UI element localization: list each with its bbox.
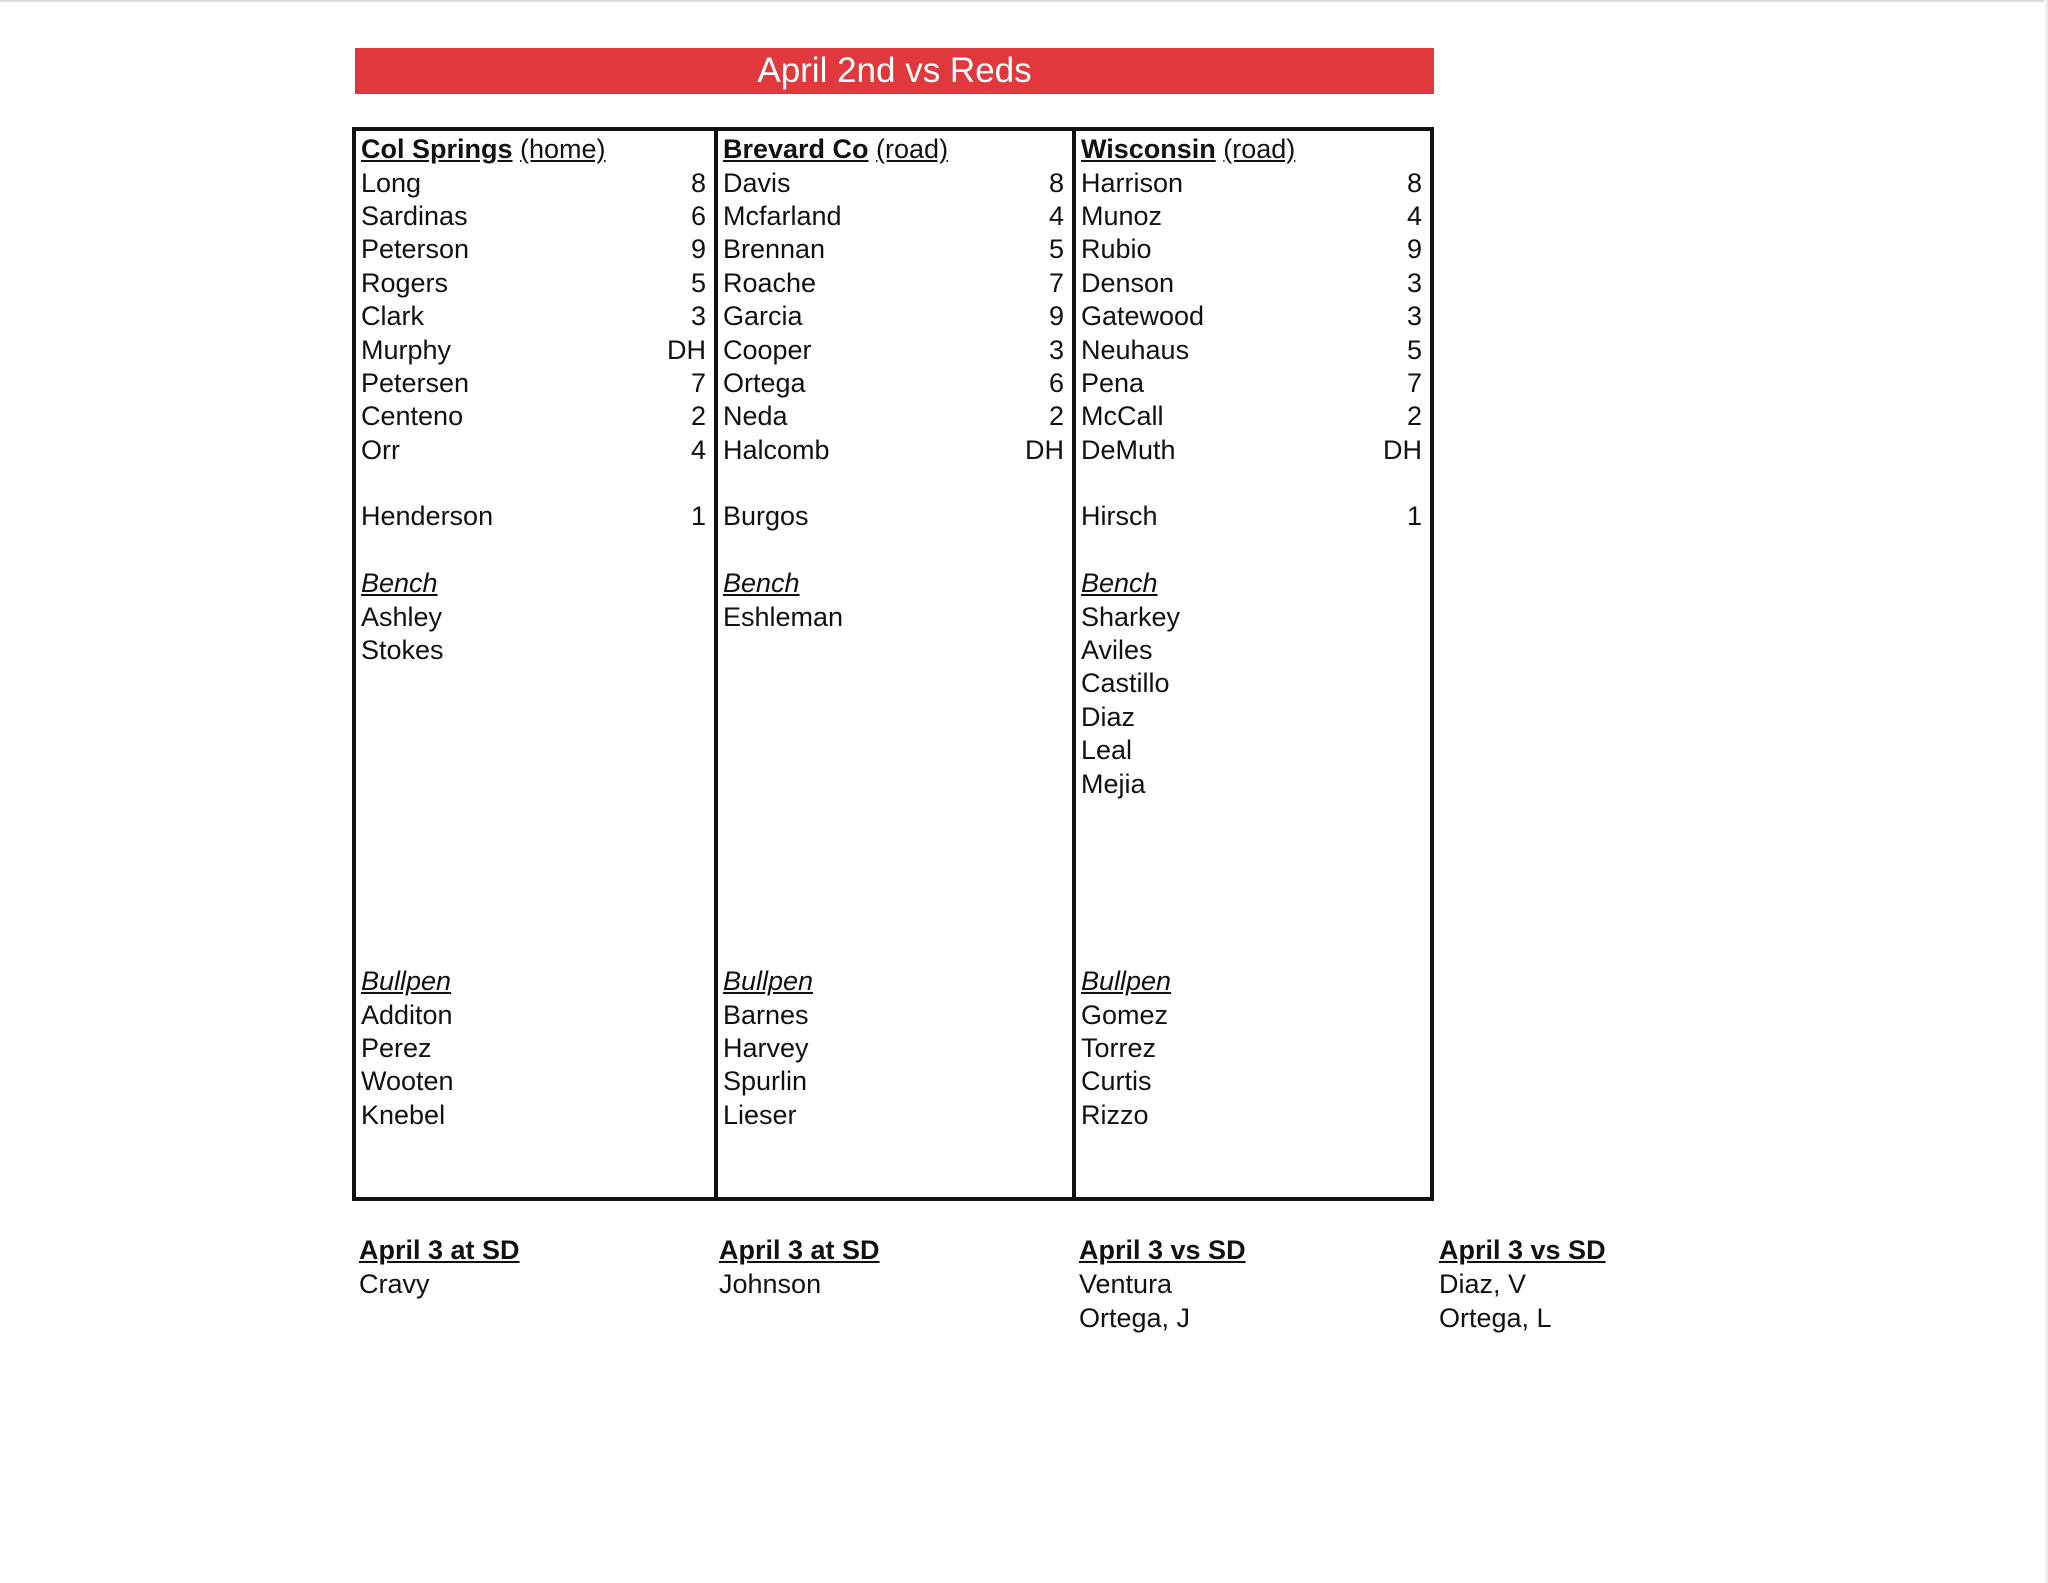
bench-player [1081, 634, 1422, 667]
lineup-row [361, 166, 706, 199]
team-column-brevard-co [714, 131, 1072, 1197]
starting-pitcher-row [361, 500, 706, 533]
player-position: DH [1024, 434, 1064, 465]
team-header [723, 133, 1064, 166]
player-position: 7 [690, 367, 706, 398]
player-name: Ortega [722, 367, 806, 398]
player-position: DH [1382, 434, 1422, 465]
bench-label: Bench [722, 568, 800, 599]
lineup-row [361, 233, 706, 266]
lineup-row [361, 400, 706, 433]
player-name: Harrison [1080, 167, 1184, 198]
player-name: DeMuth [1080, 434, 1176, 465]
player-name: Castillo [1080, 668, 1170, 699]
player-name: Aviles [1080, 635, 1153, 666]
player-name: Murphy [361, 334, 452, 365]
starting-pitcher-row [723, 500, 1064, 533]
player-name: Cooper [722, 334, 812, 365]
lineup-row [361, 434, 706, 467]
player-position: 5 [1048, 234, 1064, 265]
upcoming-game-title: April 3 vs SD [1439, 1234, 1606, 1265]
player-name: Eshleman [722, 601, 844, 632]
bullpen-label: Bullpen [722, 966, 814, 997]
player-name: Halcomb [722, 434, 830, 465]
player-name: Stokes [361, 635, 444, 666]
bench-player [1081, 667, 1422, 700]
bullpen-player [361, 1065, 706, 1098]
bench-label: Bench [1080, 568, 1158, 599]
bullpen-player [723, 1065, 1064, 1098]
player-name: Long [361, 167, 422, 198]
bench-player [1081, 701, 1422, 734]
lineup-row [1081, 333, 1422, 366]
player-name: Wooten [361, 1066, 454, 1097]
lineup-row [1081, 400, 1422, 433]
player-name: Munoz [1080, 200, 1163, 231]
bullpen-player [1081, 1099, 1422, 1132]
player-position: 3 [1406, 301, 1422, 332]
player-position: DH [666, 334, 706, 365]
player-name: Pena [1080, 367, 1145, 398]
player-position: 2 [1406, 401, 1422, 432]
bullpen-player [1081, 1065, 1422, 1098]
upcoming-game-title: April 3 vs SD [1079, 1234, 1246, 1265]
upcoming-pitcher: Johnson [719, 1268, 822, 1299]
player-position: 3 [690, 301, 706, 332]
scan-edge-right [2044, 0, 2048, 1583]
lineup-row [361, 267, 706, 300]
lineup-row [1081, 367, 1422, 400]
player-name: Garcia [722, 301, 803, 332]
bullpen-label: Bullpen [1080, 966, 1172, 997]
player-name: Centeno [361, 401, 464, 432]
upcoming-pitcher: Diaz, V [1439, 1268, 1527, 1299]
player-name: Lieser [722, 1099, 797, 1130]
player-position: 3 [1406, 267, 1422, 298]
player-position: 5 [690, 267, 706, 298]
bullpen-label: Bullpen [361, 966, 452, 997]
player-position: 7 [1406, 367, 1422, 398]
player-name: Davis [722, 167, 791, 198]
player-position: 4 [1406, 200, 1422, 231]
team-name: Wisconsin [1080, 134, 1216, 165]
lineup-row [723, 367, 1064, 400]
player-name: Hirsch [1080, 501, 1158, 532]
player-name: Neda [722, 401, 788, 432]
team-header [1081, 133, 1422, 166]
player-name: Harvey [722, 1032, 809, 1063]
lineup-row [1081, 233, 1422, 266]
player-position: 8 [690, 167, 706, 198]
lineup-grid [352, 127, 1434, 1201]
player-name: Perez [361, 1032, 432, 1063]
upcoming-pitcher: Ortega, L [1439, 1302, 1552, 1333]
lineup-row [1081, 267, 1422, 300]
player-position: 9 [690, 234, 706, 265]
lineup-row [1081, 200, 1422, 233]
player-position: 6 [690, 200, 706, 231]
bullpen-player [723, 1099, 1064, 1132]
bullpen-player [1081, 998, 1422, 1031]
player-position: 1 [1406, 501, 1422, 532]
player-name: Roache [722, 267, 817, 298]
lineup-row [723, 333, 1064, 366]
player-position: 1 [690, 501, 706, 532]
bullpen-player [361, 1032, 706, 1065]
player-name: Ashley [361, 601, 443, 632]
player-position: 8 [1048, 167, 1064, 198]
player-name: Gomez [1080, 999, 1169, 1030]
upcoming-game-3 [1079, 1233, 1246, 1335]
lineup-row [723, 400, 1064, 433]
bullpen-player [723, 998, 1064, 1031]
bullpen-player [1081, 1032, 1422, 1065]
lineup-row [1081, 166, 1422, 199]
bullpen-player [361, 1099, 706, 1132]
upcoming-pitcher: Ventura [1079, 1268, 1173, 1299]
player-position: 4 [690, 434, 706, 465]
player-name: McCall [1080, 401, 1164, 432]
player-name: Denson [1080, 267, 1175, 298]
player-name: Mejia [1080, 768, 1146, 799]
bench-player [723, 600, 1064, 633]
player-name: Orr [361, 434, 400, 465]
player-position: 3 [1048, 334, 1064, 365]
player-name: Peterson [361, 234, 470, 265]
bench-player [1081, 767, 1422, 800]
bench-player [1081, 600, 1422, 633]
upcoming-pitcher: Ortega, J [1079, 1302, 1191, 1333]
lineup-row [361, 200, 706, 233]
bench-player [361, 600, 706, 633]
player-position: 2 [690, 401, 706, 432]
player-name: Curtis [1080, 1066, 1152, 1097]
starting-pitcher-row [1081, 500, 1422, 533]
player-name: Brennan [722, 234, 826, 265]
upcoming-game-2 [719, 1233, 880, 1301]
lineup-row [723, 166, 1064, 199]
player-position: 4 [1048, 200, 1064, 231]
bench-player [361, 634, 706, 667]
player-position: 8 [1406, 167, 1422, 198]
player-position: 9 [1048, 301, 1064, 332]
lineup-row [723, 233, 1064, 266]
scan-edge-top [0, 0, 2048, 3]
player-name: Henderson [361, 501, 494, 532]
upcoming-game-title: April 3 at SD [719, 1234, 880, 1265]
team-location: (home) [520, 134, 606, 165]
player-name: Sardinas [361, 200, 468, 231]
player-position: 2 [1048, 401, 1064, 432]
player-position: 5 [1406, 334, 1422, 365]
team-name: Brevard Co [722, 134, 869, 165]
player-name: Mcfarland [722, 200, 842, 231]
player-name: Torrez [1080, 1032, 1156, 1063]
lineup-row [361, 367, 706, 400]
player-name: Sharkey [1080, 601, 1181, 632]
player-name: Additon [361, 999, 453, 1030]
lineup-row [1081, 300, 1422, 333]
team-column-wisconsin [1072, 131, 1430, 1197]
player-position: 7 [1048, 267, 1064, 298]
player-name: Petersen [361, 367, 470, 398]
lineup-row [361, 333, 706, 366]
lineup-row [723, 434, 1064, 467]
player-name: Diaz [1080, 701, 1135, 732]
player-name: Gatewood [1080, 301, 1205, 332]
bench-player [1081, 734, 1422, 767]
lineup-row [1081, 434, 1422, 467]
player-name: Rizzo [1080, 1099, 1149, 1130]
player-name: Rogers [361, 267, 449, 298]
team-location: (road) [876, 134, 949, 165]
bullpen-player [723, 1032, 1064, 1065]
upcoming-game-title: April 3 at SD [359, 1234, 520, 1265]
bullpen-player [361, 998, 706, 1031]
player-name: Burgos [722, 501, 809, 532]
player-position: 6 [1048, 367, 1064, 398]
team-location: (road) [1223, 134, 1296, 165]
upcoming-pitcher: Cravy [359, 1268, 430, 1299]
player-name: Rubio [1080, 234, 1152, 265]
player-name: Neuhaus [1080, 334, 1190, 365]
title-banner [355, 48, 1434, 94]
page-title: April 2nd vs Reds [757, 51, 1032, 90]
player-name: Clark [361, 301, 425, 332]
upcoming-game-1 [359, 1233, 520, 1301]
lineup-row [723, 300, 1064, 333]
team-column-col-springs [356, 131, 714, 1197]
team-header [361, 133, 706, 166]
player-name: Knebel [361, 1099, 446, 1130]
bench-label: Bench [361, 568, 438, 599]
lineup-row [361, 300, 706, 333]
player-name: Spurlin [722, 1066, 808, 1097]
player-position: 9 [1406, 234, 1422, 265]
team-name: Col Springs [361, 134, 513, 165]
upcoming-game-4 [1439, 1233, 1606, 1335]
player-name: Leal [1080, 735, 1133, 766]
lineup-row [723, 200, 1064, 233]
lineup-row [723, 267, 1064, 300]
player-name: Barnes [722, 999, 809, 1030]
